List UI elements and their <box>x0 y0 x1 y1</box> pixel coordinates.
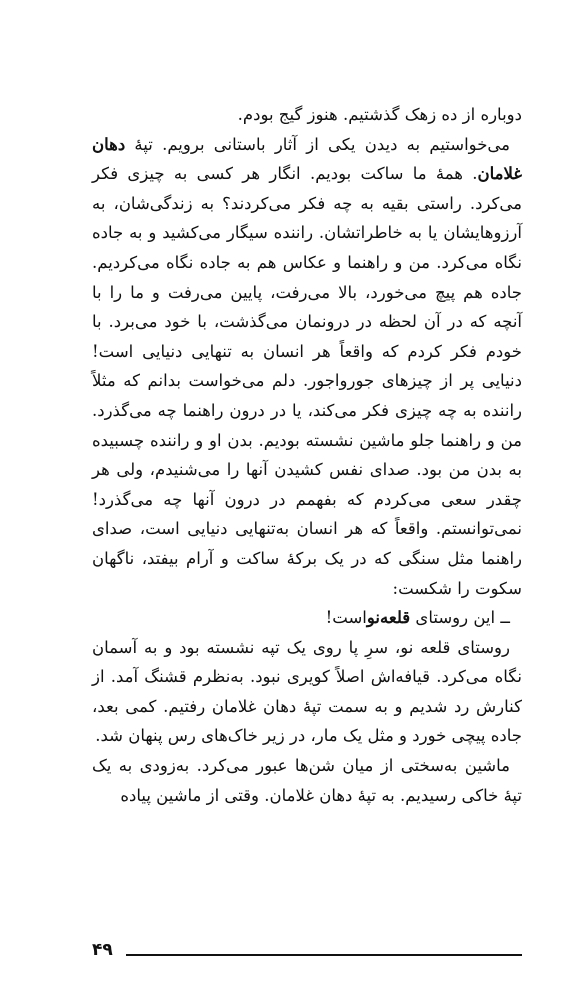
paragraph <box>92 603 522 633</box>
text-run: دوباره از ده زهک گذشتیم. هنوز گیج بودم. <box>237 105 522 124</box>
text-run: روستای قلعه نو، سرِ پا روی یک تپه نشسته بود و به آسمان نگاه می‌کرد. قیافه‌اش اصلاً کویری نبود. به‌نظرم قشنگ آمد. از کنارش رد شدیم و به سمت تپهٔ دهان غلامان رفتیم. کمی بعد، جاده پیچی خورد و مثل یک مار، در زیر خاک‌های رس پنهان شد. <box>92 637 522 746</box>
paragraph <box>92 100 522 130</box>
paragraph <box>92 130 522 604</box>
text-run: . همهٔ ما ساکت بودیم. انگار هر کسی به چیزی فکر می‌کرد. راستی بقیه به چه فکر می‌کردند؟ به زندگی‌شان، به آرزوهایشان یا به خاطراتشان. راننده سیگار می‌کشید و به جاده نگاه می‌کرد. من و راهنما و عکاس هم به جاده نگاه می‌کردیم. جاده هم پیچ می‌خورد، بالا می‌رفت، پایین می‌رفت و ما را با آنچه که در آن لحظه در درونمان می‌گذشت، با خود می‌برد. با خودم فکر کردم که واقعاً هر انسان به تنهایی دنیایی است! دنیایی پر از چیزهای جورواجور. دلم می‌خواست بدانم که مثلاً راننده به چه چیزی فکر می‌کند، یا در درون راهنما چه می‌گذرد. من و راهنما جلو ماشین نشسته بودیم. بدن او و راننده چسبیده به بدن من بود. صدای نفس کشیدن آنها را می‌شنیدم، ولی هر چقدر سعی می‌کردم که بفهمم در درون آنها چه می‌گذرد! نمی‌توانستم. واقعاً که هر انسان به‌تنهایی دنیایی است، صدای راهنما مثل سنگی که در یک برکهٔ ساکت و آرام بیفتد، ناگهان سکوت را شکست: <box>92 164 522 598</box>
bold-term: دهان غلامان <box>92 134 522 184</box>
footer-rule <box>126 954 522 956</box>
page-footer <box>92 938 522 968</box>
paragraph <box>92 633 522 751</box>
text-run: ــ این روستای <box>410 608 510 628</box>
text-run: می‌خواستیم به دیدن یکی از آثار باستانی برویم. تپهٔ <box>125 134 510 154</box>
bold-term: قلعه‌نو <box>366 608 411 628</box>
text-run: ماشین به‌سختی از میان شن‌ها عبور می‌کرد. به‌زودی به یک تپهٔ خاکی رسیدیم. به تپهٔ دهان غلامان. وقتی از ماشین پیاده <box>92 756 522 805</box>
body-text <box>92 100 522 810</box>
page-number: ۴۹ <box>92 940 113 960</box>
text-run: است! <box>325 608 367 628</box>
paragraph <box>92 751 522 810</box>
